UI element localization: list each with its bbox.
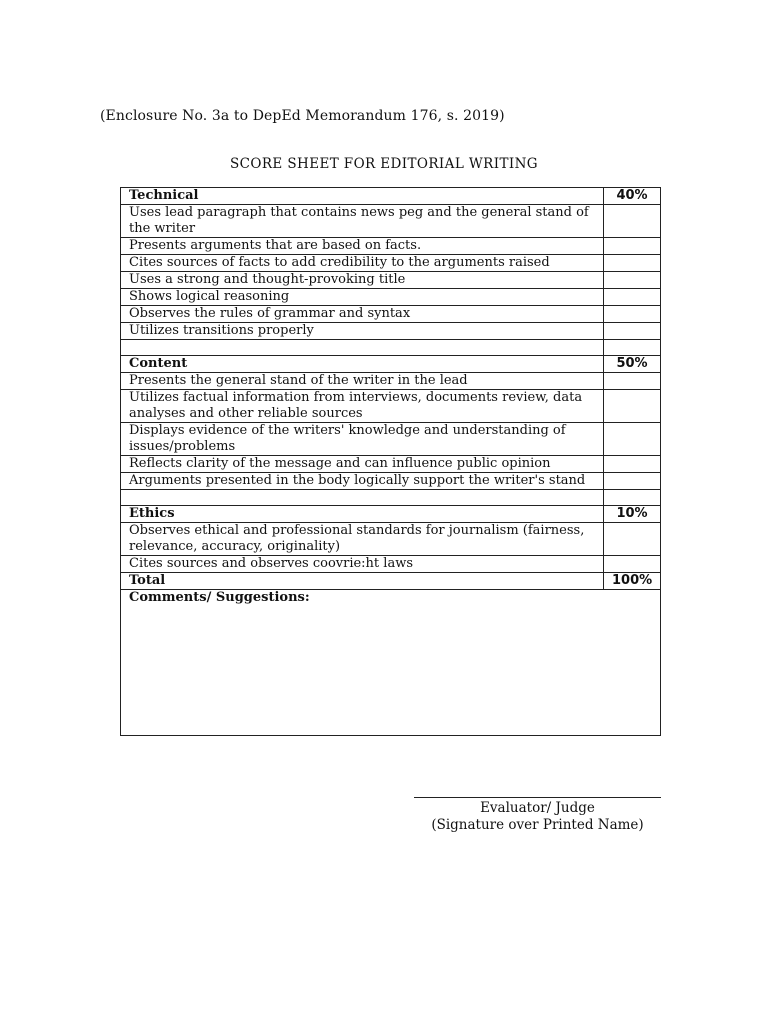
- score-cell[interactable]: [604, 456, 661, 473]
- page-title: SCORE SHEET FOR EDITORIAL WRITING: [230, 156, 538, 172]
- criterion-row: [121, 556, 661, 573]
- score-cell[interactable]: [604, 523, 661, 556]
- criterion-row: [121, 238, 661, 255]
- criterion-text: Observes ethical and professional standards for journalism (fairness, relevance, accuracy, originality): [121, 523, 604, 556]
- score-cell[interactable]: [604, 289, 661, 306]
- criterion-text: Utilizes factual information from interviews, documents review, data analyses and other reliable sources: [121, 390, 604, 423]
- criterion-text: Utilizes transitions properly: [121, 323, 604, 340]
- criterion-row: [121, 272, 661, 289]
- criterion-text: Cites sources and observes coovrie:ht laws: [121, 556, 604, 573]
- criterion-text: Presents the general stand of the writer in the lead: [121, 373, 604, 390]
- criterion-row: [121, 323, 661, 340]
- criterion-row: [121, 523, 661, 556]
- section-label: Content: [121, 356, 604, 373]
- criterion-text: Arguments presented in the body logically support the writer's stand: [121, 473, 604, 490]
- section-label: Ethics: [121, 506, 604, 523]
- section-weight: 40%: [604, 188, 661, 205]
- criterion-row: [121, 289, 661, 306]
- criterion-text: Uses lead paragraph that contains news peg and the general stand of the writer: [121, 205, 604, 238]
- criterion-text: Presents arguments that are based on facts.: [121, 238, 604, 255]
- comments-label: Comments/ Suggestions:: [129, 590, 310, 605]
- comments-box[interactable]: [121, 590, 661, 736]
- comments-row: [121, 590, 661, 736]
- criterion-row: [121, 205, 661, 238]
- total-row: [121, 573, 661, 590]
- spacer-row: [121, 340, 661, 356]
- criterion-text: Shows logical reasoning: [121, 289, 604, 306]
- criterion-row: [121, 473, 661, 490]
- signature-role: Evaluator/ Judge: [480, 800, 595, 816]
- enclosure-note: (Enclosure No. 3a to DepEd Memorandum 176, s. 2019): [100, 108, 505, 124]
- criterion-text: Cites sources of facts to add credibility to the arguments raised: [121, 255, 604, 272]
- criterion-text: Displays evidence of the writers' knowledge and understanding of issues/problems: [121, 423, 604, 456]
- score-cell[interactable]: [604, 306, 661, 323]
- criterion-row: [121, 306, 661, 323]
- score-cell[interactable]: [604, 556, 661, 573]
- score-cell[interactable]: [604, 205, 661, 238]
- spacer-row: [121, 490, 661, 506]
- signature-line[interactable]: [414, 797, 661, 798]
- score-table: [120, 187, 661, 736]
- section-header-technical: [121, 188, 661, 205]
- score-cell[interactable]: [604, 238, 661, 255]
- criterion-row: [121, 456, 661, 473]
- criterion-row: [121, 373, 661, 390]
- section-label: Technical: [121, 188, 604, 205]
- score-cell[interactable]: [604, 390, 661, 423]
- score-cell[interactable]: [604, 423, 661, 456]
- total-weight: 100%: [604, 573, 661, 590]
- criterion-row: [121, 423, 661, 456]
- section-weight: 50%: [604, 356, 661, 373]
- score-cell[interactable]: [604, 373, 661, 390]
- total-label: Total: [121, 573, 604, 590]
- section-header-content: [121, 356, 661, 373]
- criterion-text: Reflects clarity of the message and can influence public opinion: [121, 456, 604, 473]
- criterion-row: [121, 255, 661, 272]
- section-header-ethics: [121, 506, 661, 523]
- signature-note: (Signature over Printed Name): [431, 817, 644, 833]
- section-weight: 10%: [604, 506, 661, 523]
- criterion-text: Uses a strong and thought-provoking title: [121, 272, 604, 289]
- score-cell[interactable]: [604, 473, 661, 490]
- score-cell[interactable]: [604, 323, 661, 340]
- score-cell[interactable]: [604, 272, 661, 289]
- score-cell[interactable]: [604, 255, 661, 272]
- criterion-row: [121, 390, 661, 423]
- criterion-text: Observes the rules of grammar and syntax: [121, 306, 604, 323]
